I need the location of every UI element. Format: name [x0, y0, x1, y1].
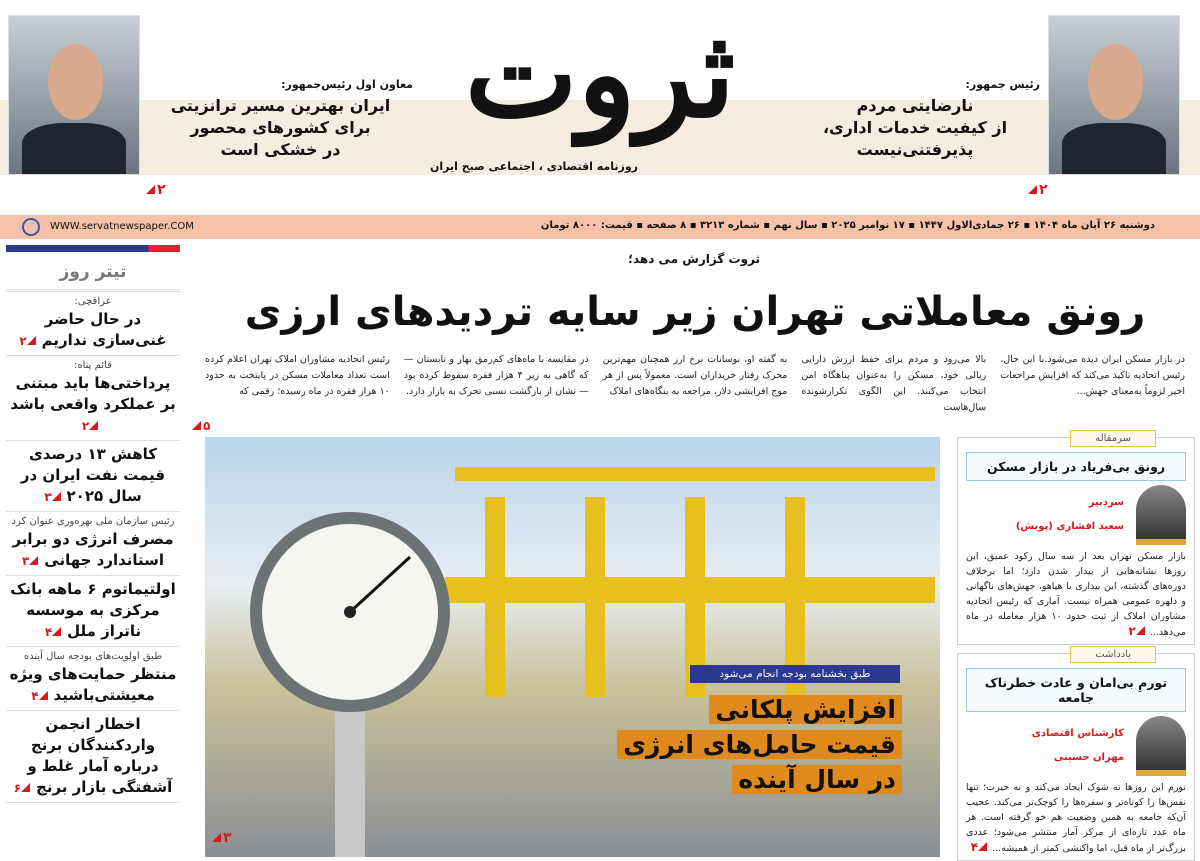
story-title: ایران بهترین مسیر ترانزیتی برای کشورهای محصور در خشکی است [170, 96, 391, 159]
page-ref: ۴ [971, 840, 989, 854]
gas-pipeline-photo [205, 437, 940, 857]
page-ref: ۲ [1028, 182, 1048, 198]
sidebar-headline[interactable] [6, 647, 180, 711]
website-link[interactable]: WWW.servatnewspaper.COM [50, 221, 194, 232]
newspaper-logo: ثروت [464, 4, 736, 145]
editorial-box[interactable] [957, 433, 1195, 645]
headline-title: مصرف انرژی دو برابر استاندارد جهانی۳ [12, 530, 174, 569]
pressure-gauge-illustration [205, 437, 940, 857]
date-bar [0, 215, 1200, 239]
vice-president-photo [8, 15, 140, 175]
headline-kicker: رئیس سازمان ملی بهره‌وری عنوان کرد [11, 516, 175, 527]
note-author: کارشناس اقتصادی مهران حسینی [958, 712, 1194, 780]
page-ref: ۵ [192, 419, 210, 433]
right-top-story[interactable] [790, 78, 1040, 161]
headline-title: اخطار انجمن واردکنندگان برنج درباره آمار غلط و آشفتگی بازار برنج۶ [13, 715, 173, 796]
right-column [957, 433, 1195, 861]
president-photo [1048, 15, 1180, 175]
page-ref: ۶ [14, 781, 32, 795]
headline-title: پرداختی‌ها باید مبتنی بر عملکرد واقعی باشد۲ [10, 374, 176, 433]
headline-title: در حال حاضر غنی‌سازی نداریم۲ [19, 310, 167, 349]
page-ref: ۳ [212, 830, 232, 846]
lead-body: رئیس اتحادیه مشاوران املاک تهران اعلام کرده است تعداد معاملات مسکن در پایتخت به حدود ۱۰ هزار فقره در ماه رسیده؛ رقمی که در مقایسه با ماه‌های کم‌رمق بهار و تابستان — که گاهی به زیر ۴ هزار فقره سقوط کرده بود — نشان از بازگشت نسبی تحرک به بازار دارد. به گفته او، نوسانات نرخ ارز همچنان مهم‌ترین محرک رفتار خریداران است. معمولاً پس از هر موج افزایشی دلار، مراجعه به بنگاه‌های املاک بالا می‌رود و مردم برای حفظ ارزش دارایی ریالی خود، مسکن را به‌عنوان پناهگاه امن انتخاب می‌کنند. این الگوی تکرارشونده سال‌هاست در بازار مسکن ایران دیده می‌شود.با این حال، رئیس اتحادیه تاکید می‌کند که افزایش مراجعات اخیر لزوماً به‌معنای جهش... [205, 354, 1185, 413]
sidebar-headline[interactable] [6, 356, 180, 441]
lead-headline[interactable]: رونق معاملاتی تهران زیر سایه تردیدهای ارزی [244, 289, 1146, 335]
tagline: روزنامه اقتصادی ، اجتماعی صبح ایران [430, 160, 639, 173]
sidebar-headline[interactable] [6, 512, 180, 576]
note-body: تورم این روزها نه شوک ایجاد می‌کند و نه حیرت؛ تنها نفس‌ها را کوتاه‌تر و سفره‌ها را کوچک‌تر می‌کند. عجیب آن‌که جامعه به همین وضعیت هم خو گرفته است. هر ماه عدد تازه‌ای از مرکز آمار منتشر می‌شود؛ عددی بزرگ‌تر از ماه قبل، اما واکنشی کمتر از همیشه... ۴ [966, 782, 1186, 854]
sidebar-title: تیتر روز [6, 252, 180, 292]
headline-kicker: قائم پناه: [74, 360, 112, 371]
note-box[interactable] [957, 649, 1195, 861]
photo-story-headline[interactable]: افزایش پلکانی قیمت حامل‌های انرژی در سال آینده [560, 695, 902, 794]
note-title: تورمِ بی‌امان و عادت خطرناک جامعه [966, 668, 1186, 712]
sidebar-headline[interactable] [6, 292, 180, 356]
editorial-title: رونق بی‌فریاد در بازار مسکن [966, 452, 1186, 481]
page-ref: ۴ [45, 625, 63, 639]
sidebar-headline[interactable] [6, 576, 180, 647]
story-kicker: معاون اول رئیس‌جمهور: [281, 78, 413, 91]
lead-kicker: ثروت گزارش می دهد؛ [628, 252, 760, 266]
sidebar-headlines [6, 245, 180, 803]
page-ref: ۳ [44, 490, 62, 504]
headline-title: کاهش ۱۳ درصدی قیمت نفت ایران در سال ۲۰۲۵۳ [20, 445, 166, 505]
editorial-tag: سرمقاله [1070, 430, 1156, 447]
left-top-story[interactable] [148, 78, 413, 161]
globe-icon [22, 218, 40, 236]
note-tag: یادداشت [1070, 646, 1156, 663]
page-ref: ۲ [1128, 624, 1146, 638]
story-title: نارضایتی مردم از کیفیت خدمات اداری، پذیرفتنی‌نیست [822, 96, 1008, 159]
sidebar-headline[interactable] [6, 711, 180, 803]
editorial-author: سردبیر سعید افشاری (پویش) [958, 481, 1194, 549]
page-ref: ۲ [82, 419, 100, 433]
page-ref: ۴ [31, 689, 49, 703]
headline-kicker: طبق اولویت‌های بودجه سال آینده [23, 651, 163, 662]
photo-story-kicker: طبق بخشنامه بودجه انجام می‌شود [690, 665, 900, 683]
sidebar-stripe [6, 245, 180, 252]
issue-info: دوشنبه ۲۶ آبان ماه ۱۴۰۴ ▪ ۲۶ جمادی‌الاول ۱۴۴۷ ▪ ۱۷ نوامبر ۲۰۲۵ ▪ سال نهم ▪ شماره ۳۲۱۳ ▪ ۸ صفحه ▪ قیمت: ۸۰۰۰ تومان [540, 220, 1155, 231]
editorial-body: بازار مسکن تهران بعد از سه سال رکود عمیق، این روزها نشانه‌هایی از بیدار شدن دارد؛ اما برخلاف دوره‌های گذشته، این بیداری با هیاهو، جهش‌های ناگهانی و دلهره عمومی همراه نیست. آماری که رئیس اتحادیه مشاوران املاک از ثبت حدود ۱۰ هزار معامله در ماه می‌دهد... ۲ [966, 551, 1186, 638]
headline-title: منتظر حمایت‌های ویژه معیشتی‌باشید۴ [9, 665, 177, 704]
author-photo [1136, 485, 1186, 545]
story-kicker: رئیس جمهور: [965, 78, 1040, 91]
author-photo [1136, 716, 1186, 776]
headline-kicker: عراقچی: [74, 296, 112, 307]
page-ref: ۳ [22, 554, 40, 568]
page-ref: ۲ [19, 334, 37, 348]
page-ref: ۲ [146, 182, 166, 198]
sidebar-headline[interactable] [6, 441, 180, 512]
headline-title: اولتیماتوم ۶ ماهه بانک مرکزی به موسسه ناتراز ملل۴ [10, 580, 176, 640]
